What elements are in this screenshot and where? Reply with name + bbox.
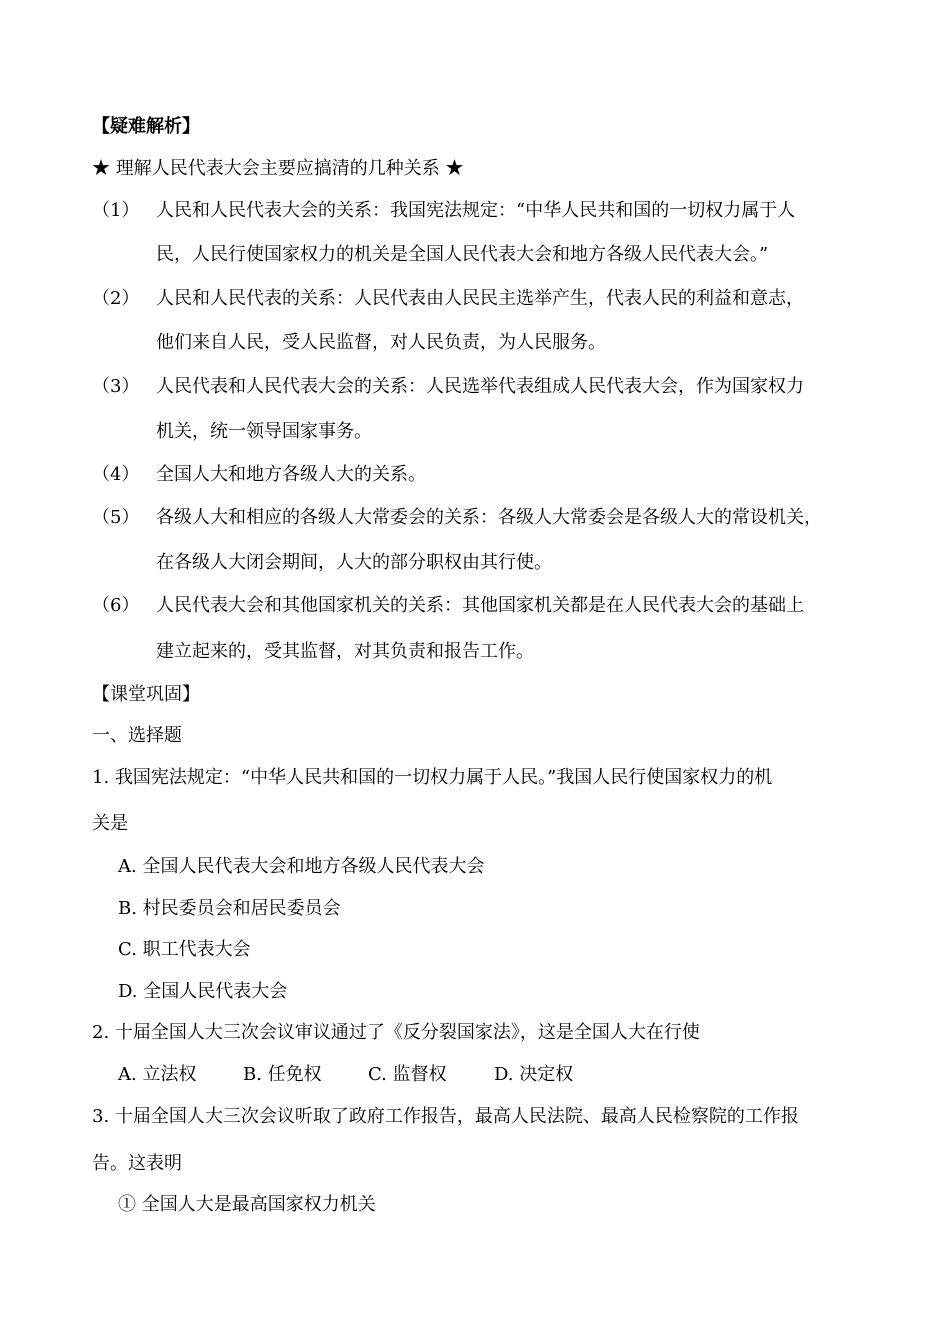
item-number: （4） — [92, 464, 140, 485]
question-text-cont: 告。这表明 — [92, 1153, 182, 1174]
question-text: 1. 我国宪法规定：“中华人民共和国的一切权力属于人民。”我国人民行使国家权力的机 — [92, 767, 773, 788]
statement: ① 全国人大是最高国家权力机关 — [118, 1194, 376, 1215]
difficulty-subtitle: ★ 理解人民代表大会主要应搞清的几种关系 ★ — [92, 158, 464, 179]
item-number: （2） — [92, 288, 140, 309]
question-text-cont: 关是 — [92, 813, 128, 834]
question-text: 2. 十届全国人大三次会议审议通过了《反分裂国家法》，这是全国人大在行使 — [92, 1022, 700, 1043]
option: D. 决定权 — [494, 1064, 574, 1085]
item-number: （3） — [92, 376, 140, 397]
item-text-cont: 在各级人大闭会期间，人大的部分职权由其行使。 — [156, 552, 552, 573]
item-number: （1） — [92, 200, 140, 221]
item-text: 人民代表和人民代表大会的关系：人民选举代表组成人民代表大会，作为国家权力 — [156, 376, 804, 397]
option: A. 立法权 — [118, 1064, 197, 1085]
item-text-cont: 机关，统一领导国家事务。 — [156, 421, 372, 442]
option: C. 职工代表大会 — [118, 939, 251, 960]
item-text: 人民和人民代表的关系：人民代表由人民民主选举产生，代表人民的利益和意志， — [156, 288, 804, 309]
item-text-cont: 他们来自人民，受人民监督，对人民负责，为人民服务。 — [156, 332, 606, 353]
difficulty-heading: 【疑难解析】 — [92, 116, 200, 137]
practice-heading: 【课堂巩固】 — [92, 684, 200, 705]
option: C. 监督权 — [368, 1064, 447, 1085]
option: B. 任免权 — [243, 1064, 322, 1085]
option: A. 全国人民代表大会和地方各级人民代表大会 — [118, 856, 485, 877]
item-text: 人民和人民代表大会的关系：我国宪法规定：“中华人民共和国的一切权力属于人 — [156, 200, 796, 221]
item-text-cont: 建立起来的，受其监督，对其负责和报告工作。 — [156, 641, 534, 662]
option: D. 全国人民代表大会 — [118, 981, 288, 1002]
item-number: （6） — [92, 595, 140, 616]
item-text: 人民代表大会和其他国家机关的关系：其他国家机关都是在人民代表大会的基础上 — [156, 595, 804, 616]
part-title: 一、选择题 — [92, 725, 182, 746]
item-text: 各级人大和相应的各级人大常委会的关系：各级人大常委会是各级人大的常设机关， — [156, 507, 822, 528]
option: B. 村民委员会和居民委员会 — [118, 898, 341, 919]
question-text: 3. 十届全国人大三次会议听取了政府工作报告，最高人民法院、最高人民检察院的工作报 — [92, 1106, 799, 1127]
item-text: 全国人大和地方各级人大的关系。 — [156, 464, 426, 485]
item-text-cont: 民，人民行使国家权力的机关是全国人民代表大会和地方各级人民代表大会。” — [156, 244, 769, 265]
item-number: （5） — [92, 507, 140, 528]
